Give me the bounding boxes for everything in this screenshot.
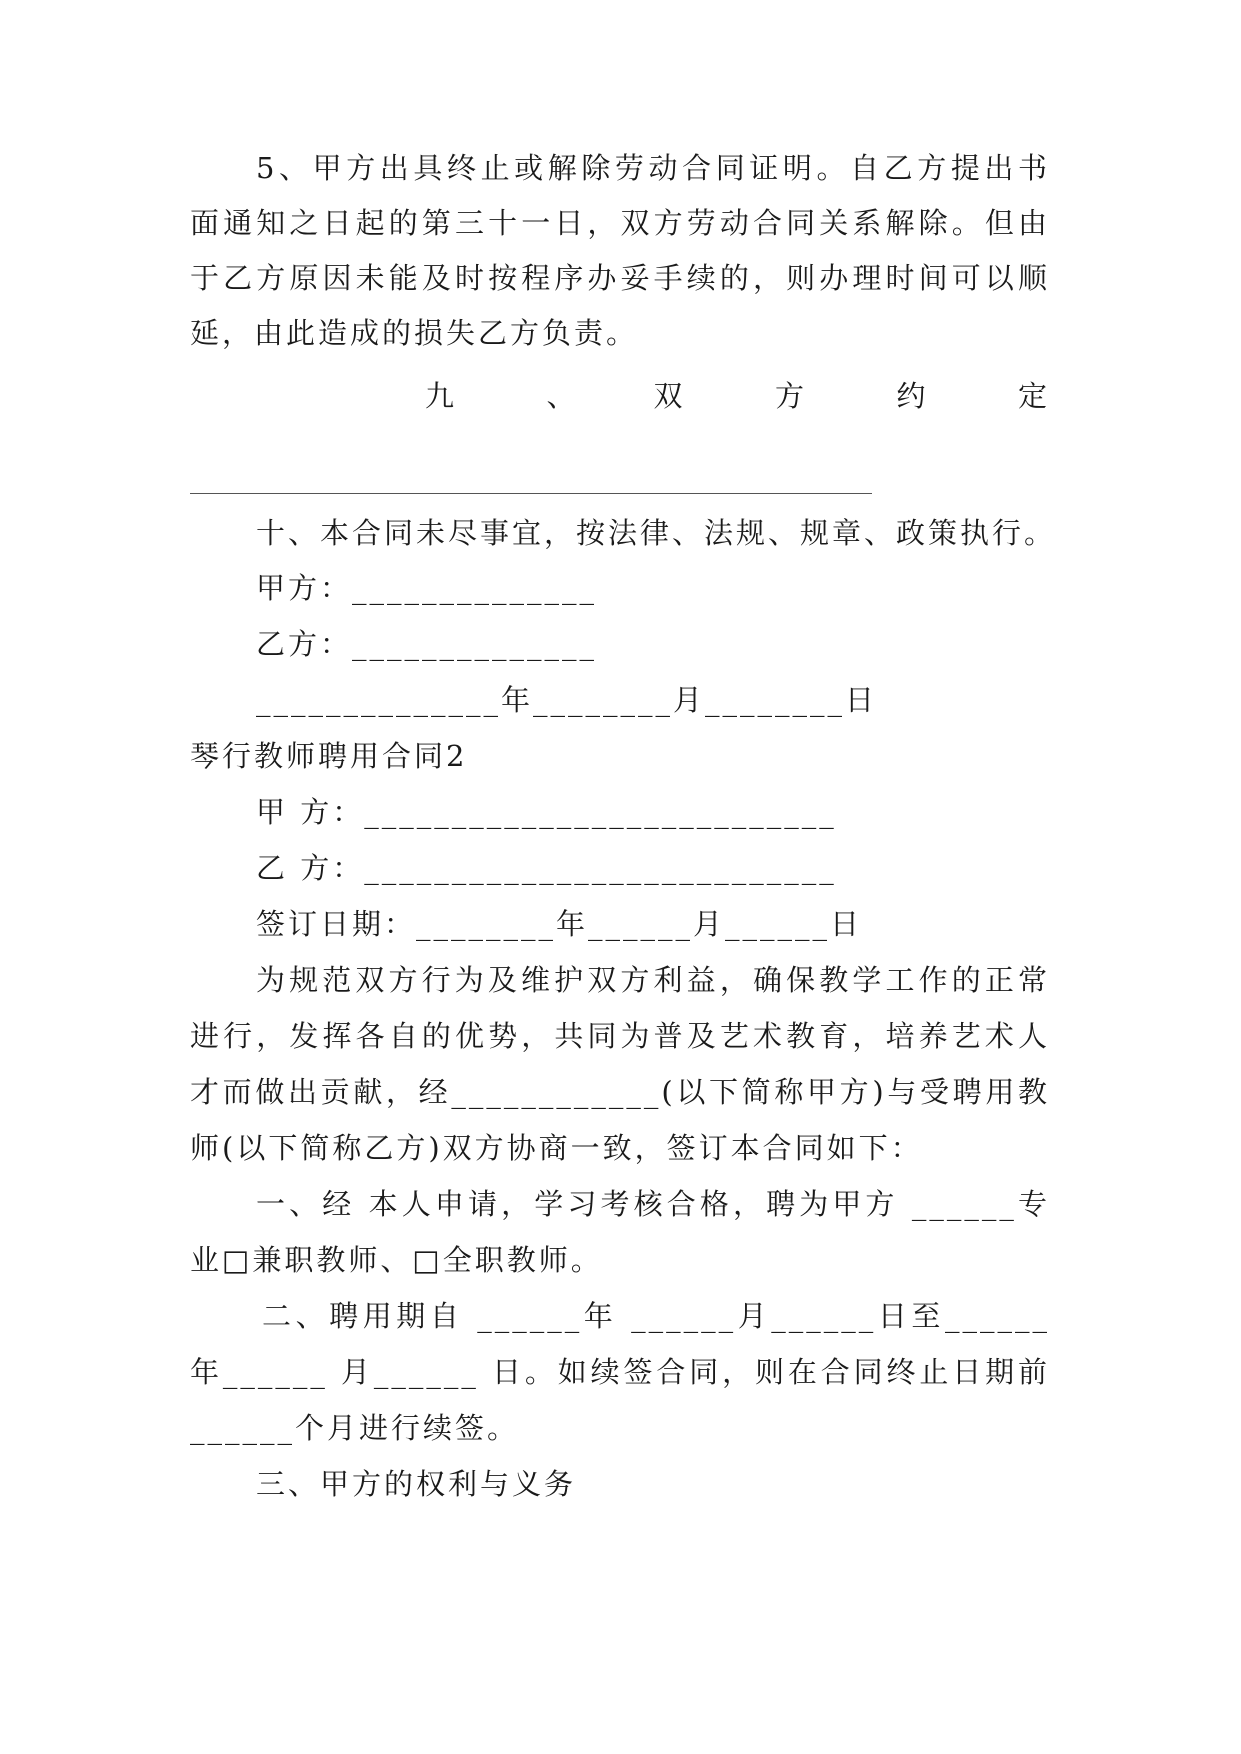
intro-line-3: 才而做出贡献，经____________(以下简称甲方)与受聘用教 <box>190 1075 1050 1109</box>
clause2-line-3: ______个月进行续签。 <box>190 1411 520 1445</box>
clause3-heading: 三、甲方的权利与义务 <box>256 1467 577 1501</box>
intro-line-4: 师(以下简称乙方)双方协商一致，签订本合同如下： <box>190 1131 923 1165</box>
item10-text: 十、本合同未尽事宜，按法律、法规、规章、政策执行。 <box>256 516 1057 550</box>
item5-line-4: 延，由此造成的损失乙方负责。 <box>190 316 639 350</box>
clause1-line-2: 业□兼职教师、□全职教师。 <box>190 1243 603 1277</box>
intro-line-2: 进行，发挥各自的优势，共同为普及艺术教育，培养艺术人 <box>190 1019 1050 1053</box>
intro-line-1: 为规范双方行为及维护双方利益，确保教学工作的正常 <box>256 963 1050 997</box>
clause2-line-2: 年______ 月______ 日。如续签合同，则在合同终止日期前 <box>190 1355 1050 1389</box>
item5-line-3: 于乙方原因未能及时按程序办妥手续的，则办理时间可以顺 <box>190 261 1050 295</box>
item5-line-1: 5、甲方出具终止或解除劳动合同证明。自乙方提出书 <box>256 151 1050 185</box>
contract2-title: 琴行教师聘用合同2 <box>190 739 468 773</box>
contract2-party-b: 乙 方：___________________________ <box>256 851 837 885</box>
clause2-line-1: 二、聘用期自 ______年 ______月______日至______ <box>262 1299 1050 1333</box>
item9-blank-rule <box>190 493 872 494</box>
item9-heading: 九 、 双 方 约 定 <box>425 379 1050 413</box>
clause1-line-1: 一、经 本人申请，学习考核合格，聘为甲方 ______专 <box>256 1187 1050 1221</box>
party-a-signature: 甲方：______________ <box>256 571 598 605</box>
contract2-sign-date: 签订日期：________年______月______日 <box>256 907 863 941</box>
signature-date: ______________年________月________日 <box>256 683 878 717</box>
party-b-signature: 乙方：______________ <box>256 627 598 661</box>
item5-line-2: 面通知之日起的第三十一日，双方劳动合同关系解除。但由 <box>190 206 1050 240</box>
contract2-party-a: 甲 方：___________________________ <box>256 795 837 829</box>
